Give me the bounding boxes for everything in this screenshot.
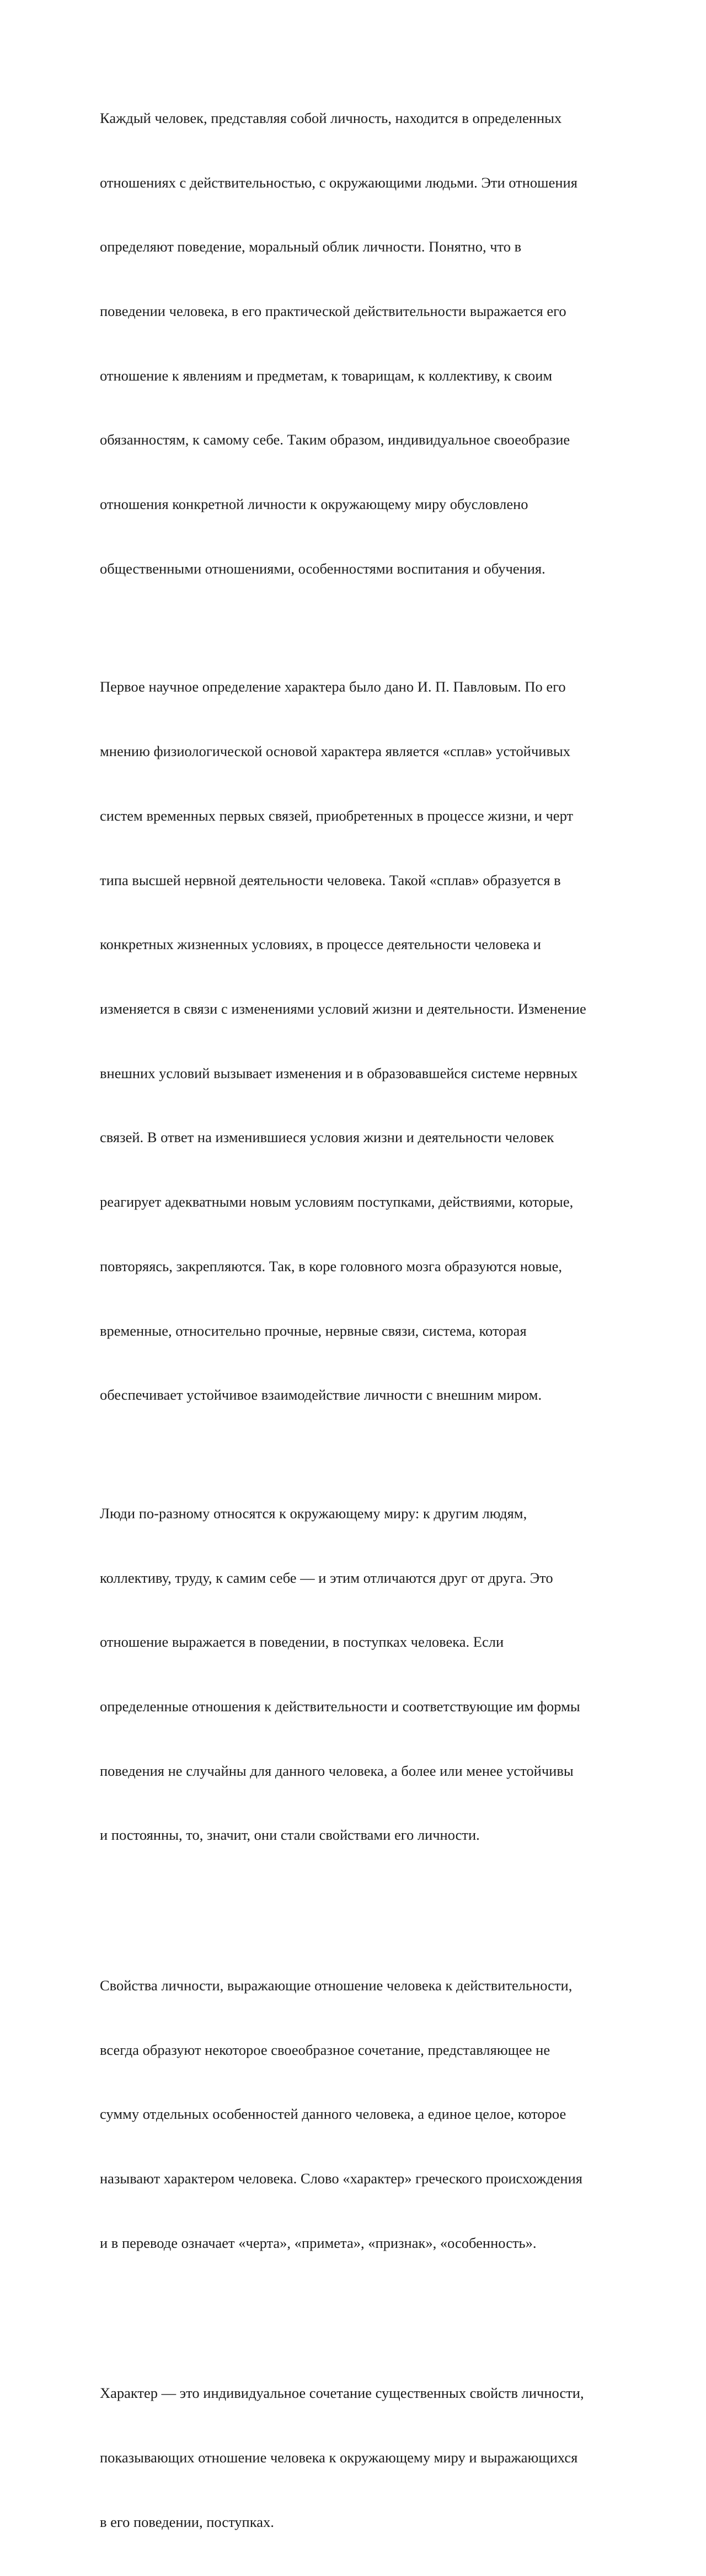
text-line: Характер — это индивидуальное сочетание существенных свойств личности, — [100, 2385, 584, 2402]
text-line: Каждый человек, представляя собой личность, находится в определенных — [100, 109, 562, 126]
document-body — [100, 65, 654, 2576]
text-line: мнению физиологической основой характера является «сплав» устойчивых — [100, 743, 571, 760]
text-line: поведении человека, в его практической действительности выражается его — [100, 302, 566, 319]
text-line: повторяясь, закрепляются. Так, в коре головного мозга образуются новые, — [100, 1257, 563, 1274]
paragraph-2 — [100, 634, 654, 1449]
text-line: и постоянны, то, значит, они стали свойствами его личности. — [100, 1827, 480, 1844]
text-line: коллективу, труду, к самим себе — и этим отличаются друг от друга. Это — [100, 1569, 553, 1586]
text-line: определяют поведение, моральный облик личности. Понятно, что в — [100, 238, 522, 255]
text-line: и в переводе означает «черта», «примета», «признак», «особенность». — [100, 2234, 537, 2251]
text-line: сумму отдельных особенностей данного человека, а единое целое, которое — [100, 2106, 566, 2123]
text-line: отношениях с действительностью, с окружающими людьми. Эти отношения — [100, 174, 577, 191]
text-line: Люди по-разному относятся к окружающему миру: к другим людям, — [100, 1504, 527, 1522]
paragraph-5 — [100, 2340, 654, 2576]
paragraph-4 — [100, 1932, 654, 2296]
text-line: временные, относительно прочные, нервные связи, система, которая — [100, 1322, 527, 1339]
text-line: реагирует адекватными новым условиям поступками, действиями, которые, — [100, 1193, 574, 1211]
text-line: систем временных первых связей, приобретенных в процессе жизни, и черт — [100, 807, 574, 824]
text-line: всегда образуют некоторое своеобразное сочетание, представляющее не — [100, 2041, 550, 2058]
paragraph-3 — [100, 1460, 654, 1889]
text-line: называют характером человека. Слово «характер» греческого происхождения — [100, 2170, 582, 2187]
text-line: в его поведении, поступках. — [100, 2513, 274, 2530]
text-line: определенные отношения к действительности и соответствующие им формы — [100, 1697, 580, 1715]
text-line: обязанностям, к самому себе. Таким образом, индивидуальное своеобразие — [100, 431, 570, 448]
text-line: отношение выражается в поведении, в поступках человека. Если — [100, 1634, 504, 1651]
text-line: изменяется в связи с изменениями условий жизни и деятельности. Изменение — [100, 1000, 586, 1017]
text-line: поведения не случайны для данного человека, а более или менее устойчивы — [100, 1762, 574, 1779]
paragraph-1 — [100, 65, 654, 623]
text-line: отношение к явлениям и предметам, к товарищам, к коллективу, к своим — [100, 367, 553, 384]
text-line: Первое научное определение характера было дано И. П. Павловым. По его — [100, 678, 566, 695]
text-line: Свойства личности, выражающие отношение человека к действительности, — [100, 1977, 573, 1994]
text-line: связей. В ответ на изменившиеся условия жизни и деятельности человек — [100, 1129, 554, 1146]
text-line: внешних условий вызывает изменения и в образовавшейся системе нервных — [100, 1064, 578, 1081]
text-line: показывающих отношение человека к окружающему миру и выражающихся — [100, 2449, 578, 2466]
text-line: общественными отношениями, особенностями воспитания и обучения. — [100, 560, 545, 577]
text-line: конкретных жизненных условиях, в процессе деятельности человека и — [100, 936, 541, 953]
text-line: типа высшей нервной деятельности человека. Такой «сплав» образуется в — [100, 871, 561, 888]
text-line: отношения конкретной личности к окружающему миру обусловлено — [100, 496, 528, 513]
text-line: обеспечивает устойчивое взаимодействие личности с внешним миром. — [100, 1386, 542, 1404]
